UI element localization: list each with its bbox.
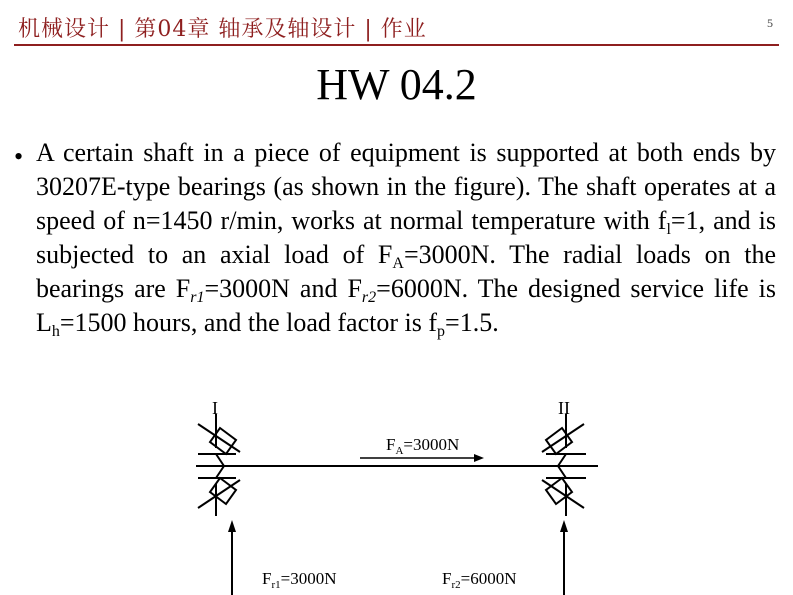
header-title: 机械设计 | 第04章 轴承及轴设计 | 作业 [18, 17, 427, 42]
subscript: h [51, 323, 60, 340]
radial-load-2-label [442, 569, 517, 591]
radial-load-1-value: =3000N [280, 569, 337, 588]
text-part: =1, and is subjected to an axial load of F [36, 206, 776, 269]
axial-load-sub: A [395, 445, 404, 457]
text-part: =3000N and F [204, 274, 362, 303]
text-part: A certain shaft in a piece of equipment is supported at both ends by 30207E-type bearings (as shown in the figure). The shaft operates at a speed of n=1450 r/min, works at normal temperature with f [36, 138, 776, 235]
subscript: p [437, 323, 446, 340]
radial-arrow-head-1 [228, 520, 236, 532]
bearing-1-label: I [212, 398, 218, 418]
radial-arrow-head-2 [560, 520, 568, 532]
radial-load-2-sub: r2 [451, 579, 461, 591]
page-number: 5 [767, 16, 773, 30]
radial-load-1-label [262, 569, 337, 591]
radial-load-1-prefix: F [262, 569, 272, 588]
subscript: A [392, 255, 404, 272]
text-part: =1.5. [445, 308, 499, 337]
axial-arrow-head [474, 454, 484, 462]
bearing-2-label: II [558, 398, 570, 418]
bullet-marker: • [14, 142, 24, 171]
slide-title: HW 04.2 [316, 60, 477, 109]
axial-load-prefix: F [386, 435, 396, 454]
text-part: =3000N. The radial loads on the bearings are F [36, 240, 776, 303]
radial-load-2-value: =6000N [460, 569, 517, 588]
text-part: =1500 hours, and the load factor is f [59, 308, 438, 337]
radial-load-1-sub: r1 [271, 579, 281, 591]
subscript: r2 [361, 289, 377, 306]
axial-load-label [386, 435, 459, 457]
text-part: =6000N. The designed service life is L [36, 274, 777, 337]
radial-load-2-prefix: F [442, 569, 452, 588]
axial-load-value: =3000N [403, 435, 460, 454]
subscript: l [666, 221, 671, 238]
subscript: r1 [190, 289, 205, 306]
